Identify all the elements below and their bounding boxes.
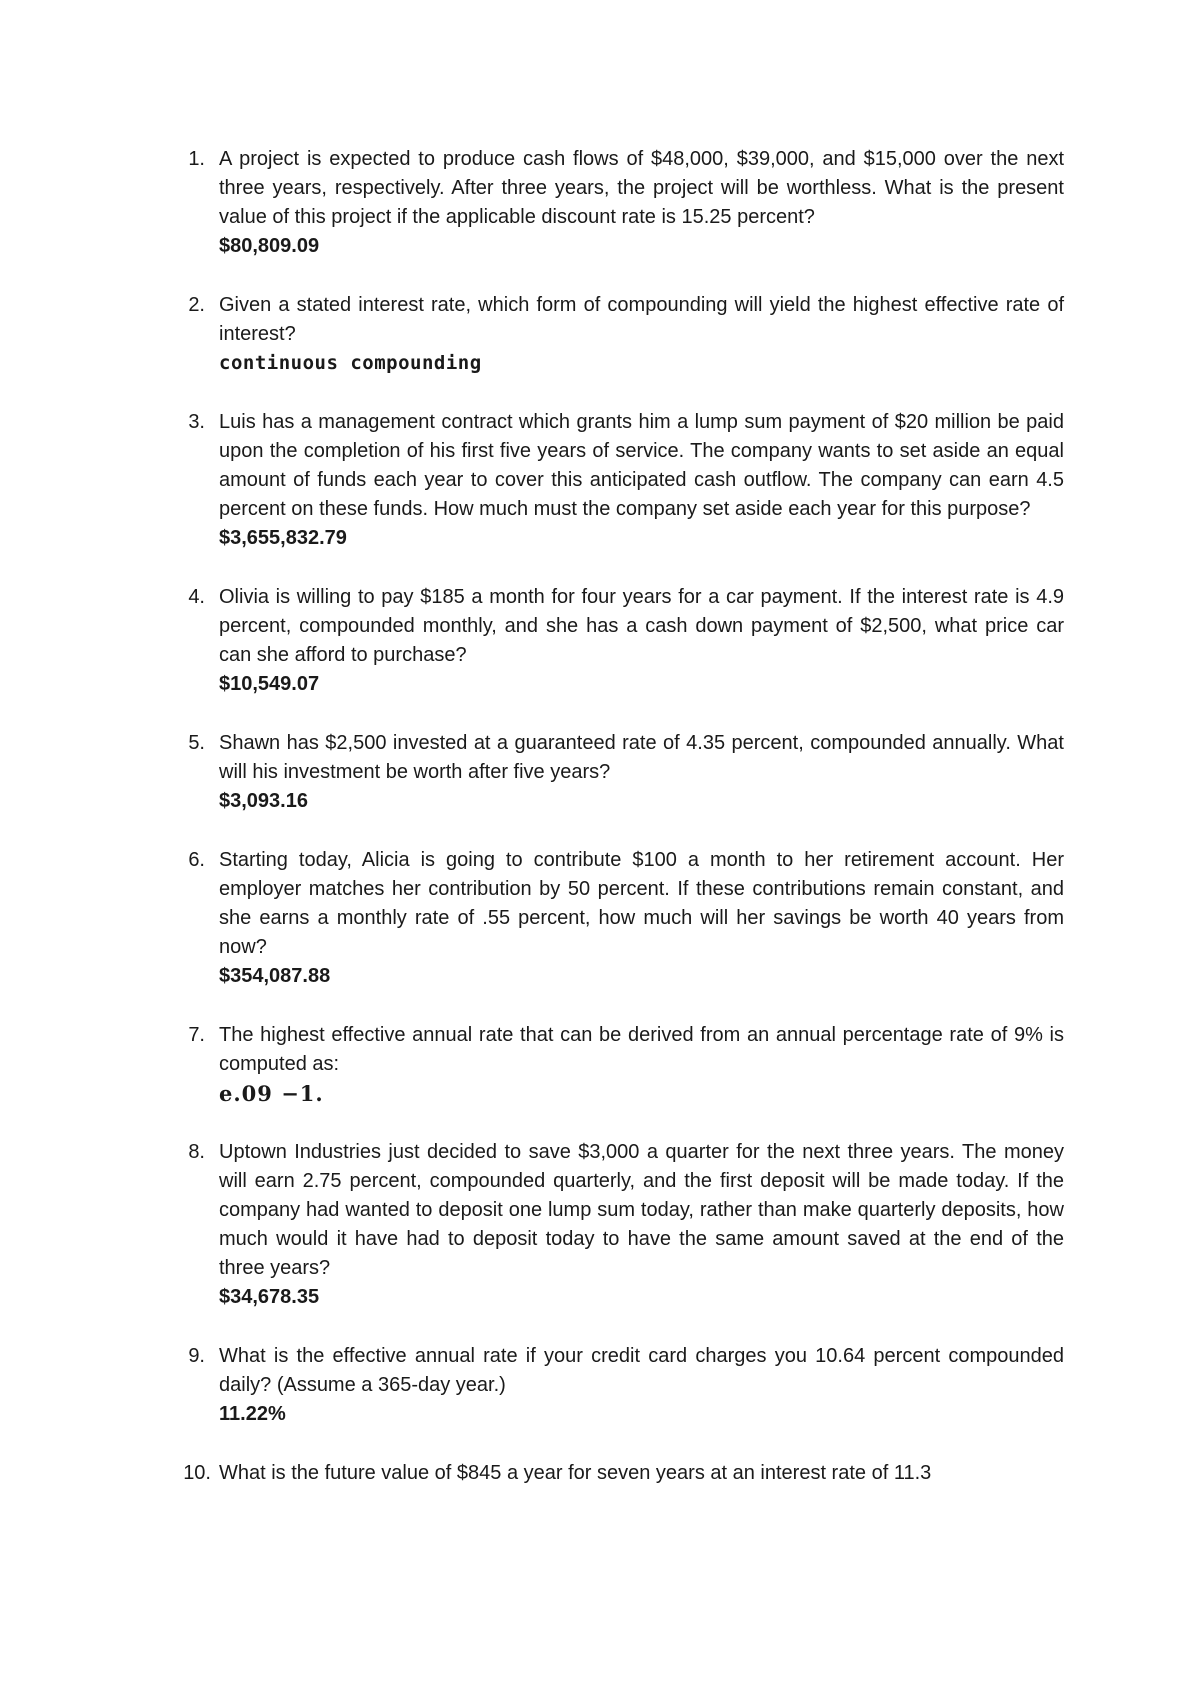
question-1 bbox=[0, 145, 1064, 261]
answer: 11.22% bbox=[219, 1403, 286, 1425]
question-number: 8. bbox=[188, 1141, 205, 1163]
answer: $10,549.07 bbox=[219, 673, 320, 695]
answer: continuous compounding bbox=[219, 352, 482, 374]
answer: $3,093.16 bbox=[219, 790, 308, 812]
question-list bbox=[0, 145, 1200, 1488]
question-5 bbox=[0, 729, 1064, 816]
question-text: What is the future value of $845 a year for seven years at an interest rate of 11.3 bbox=[219, 1462, 932, 1484]
question-text: A project is expected to produce cash flows of $48,000, $39,000, and $15,000 over the next three years, respectively. After three years, the project will be worthless. What is the present value of this project if the applicable discount rate is 15.25 percent? bbox=[219, 148, 1064, 228]
question-text: Luis has a management contract which grants him a lump sum payment of $20 million be paid upon the completion of his first five years of service. The company wants to set aside an equal amount of funds each year to cover this anticipated cash outflow. The company can earn 4.5 percent on these funds. How much must the company set aside each year for this purpose? bbox=[219, 411, 1064, 520]
question-8 bbox=[0, 1138, 1064, 1312]
question-text: Olivia is willing to pay $185 a month for four years for a car payment. If the interest rate is 4.9 percent, compounded monthly, and she has a cash down payment of $2,500, what price car can she afford to purchase? bbox=[219, 586, 1064, 666]
question-7 bbox=[0, 1021, 1064, 1108]
question-text: Shawn has $2,500 invested at a guaranteed rate of 4.35 percent, compounded annually. What will his investment be worth after five years? bbox=[219, 732, 1064, 783]
question-3 bbox=[0, 408, 1064, 553]
question-10 bbox=[0, 1459, 1064, 1488]
question-text: The highest effective annual rate that can be derived from an annual percentage rate of 9% is computed as: bbox=[219, 1024, 1064, 1075]
question-number: 9. bbox=[188, 1345, 205, 1367]
question-number: 1. bbox=[188, 148, 205, 170]
question-text: Starting today, Alicia is going to contribute $100 a month to her retirement account. Her employer matches her contribution by 50 percent. If these contributions remain constant, and she earns a monthly rate of .55 percent, how much will her savings be worth 40 years from now? bbox=[219, 849, 1064, 958]
question-6 bbox=[0, 846, 1064, 991]
question-text: Given a stated interest rate, which form of compounding will yield the highest effective rate of interest? bbox=[219, 294, 1064, 345]
question-9 bbox=[0, 1342, 1064, 1429]
question-number: 2. bbox=[188, 294, 205, 316]
answer-formula: e.09 −1. bbox=[219, 1081, 324, 1106]
answer: $354,087.88 bbox=[219, 965, 331, 987]
question-text: What is the effective annual rate if your credit card charges you 10.64 percent compounded daily? (Assume a 365-day year.) bbox=[219, 1345, 1064, 1396]
answer: $34,678.35 bbox=[219, 1286, 320, 1308]
answer: $80,809.09 bbox=[219, 235, 320, 257]
question-2 bbox=[0, 291, 1064, 378]
question-number: 7. bbox=[188, 1024, 205, 1046]
answer: $3,655,832.79 bbox=[219, 527, 347, 549]
question-number: 10. bbox=[183, 1462, 211, 1484]
question-number: 3. bbox=[188, 411, 205, 433]
question-number: 6. bbox=[188, 849, 205, 871]
question-4 bbox=[0, 583, 1064, 699]
question-number: 4. bbox=[188, 586, 205, 608]
question-number: 5. bbox=[188, 732, 205, 754]
question-text: Uptown Industries just decided to save $3,000 a quarter for the next three years. The money will earn 2.75 percent, compounded quarterly, and the first deposit will be made today. If the company had wanted to deposit one lump sum today, rather than make quarterly deposits, how much would it have had to deposit today to have the same amount saved at the end of the three years? bbox=[219, 1141, 1064, 1279]
